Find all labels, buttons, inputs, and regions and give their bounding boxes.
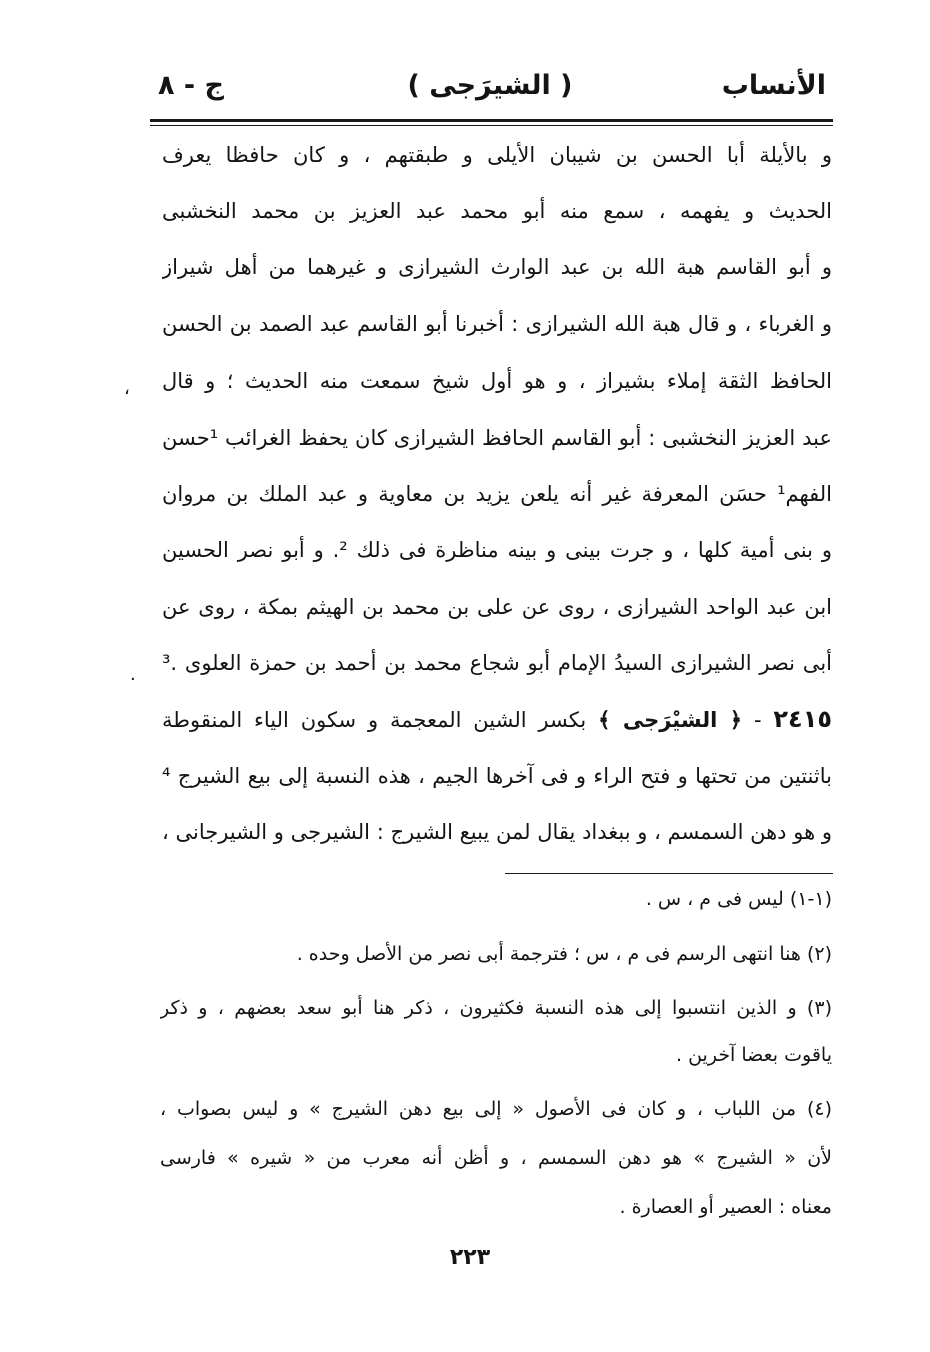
entry-dash: -: [753, 708, 762, 732]
body-line: أبى نصر الشيرازى السيدُ الإمام أبو شجاع محمد بن أحمد بن حمزة العلوى .³: [162, 651, 832, 675]
footnote-line: (٢) هنا انتهى الرسم فى م ، س ؛ فترجمة أبى نصر من الأصل وحده .: [296, 943, 832, 965]
entry-heading-line: [162, 704, 832, 734]
body-line: الحديث و يفهمه ، سمع منه أبو محمد عبد العزيز بن محمد النخشبى: [162, 199, 832, 223]
body-line: و الغرباء ، و قال هبة الله الشيرازى : أخبرنا أبو القاسم عبد الصمد بن الحسن: [162, 312, 832, 336]
margin-mark-comma: ،: [124, 378, 130, 399]
page-number: ٢٢٣: [449, 1245, 491, 1270]
footnote-line: (١-١) ليس فى م ، س .: [645, 888, 832, 910]
footnote-line: ياقوت بعضا آخرين .: [676, 1044, 832, 1066]
body-line: و بالأيلة أبا الحسن بن شيبان الأيلى و طبقتهم ، و كان حافظا يعرف: [162, 143, 832, 167]
entry-title: ﴿ الشيْرَجى ﴾: [598, 708, 743, 732]
volume-number: ج - ٨: [158, 70, 224, 101]
body-line: ابن عبد الواحد الشيرازى ، روى عن على بن محمد بن الهيثم بمكة ، روى عن: [162, 595, 832, 619]
book-title: الأنساب: [721, 70, 826, 101]
running-header: [150, 70, 830, 110]
entry-title-header: ( الشيرَجى ): [407, 70, 573, 101]
footnote-line: (٤) من اللباب ، و كان فى الأصول « إلى بيع دهن الشيرج » و ليس بصواب ،: [160, 1098, 832, 1120]
footnote-line: لأن « الشيرج » هو دهن السمسم ، و أظن أنه معرب من « شيره » فارسى: [160, 1147, 832, 1169]
body-line: الفهم¹ حسَن المعرفة غير أنه يلعن يزيد بن معاوية و عبد الملك بن مروان: [162, 482, 832, 506]
body-line: و أبو القاسم هبة الله بن عبد الوارث الشيرازى و غيرهما من أهل شيراز: [162, 255, 832, 279]
entry-line: و هو دهن السمسم ، و ببغداد يقال لمن يبيع الشيرج : الشيرجى و الشيرجانى ،: [162, 820, 832, 844]
entry-number: ٢٤١٥: [773, 705, 832, 733]
footnote-separator: [505, 873, 833, 874]
entry-line1-rest: بكسر الشين المعجمة و سكون الياء المنقوطة: [162, 708, 587, 732]
header-rule-thin: [150, 125, 833, 126]
body-line: عبد العزيز النخشبى : أبو القاسم الحافظ الشيرازى كان يحفظ الغرائب ¹حسن: [162, 426, 832, 450]
footnote-line: (٣) و الذين انتسبوا إلى هذه النسبة فكثيرون ، ذكر هنا أبو سعد بعضهم ، و ذكر: [160, 997, 832, 1019]
header-rule-thick: [150, 119, 833, 122]
footnote-line: معناه : العصير أو العصارة .: [619, 1196, 832, 1218]
entry-line: باثنتين من تحتها و فتح الراء و فى آخرها الجيم ، هذه النسبة إلى بيع الشيرج ⁴: [162, 764, 832, 788]
body-line: الحافظ الثقة إملاء بشيراز ، و هو أول شيخ سمعت منه الحديث ؛ و قال: [162, 369, 832, 393]
margin-mark-dot: .: [130, 664, 136, 685]
body-line: و بنى أمية كلها ، و جرت بينى و بينه مناظرة فى ذلك ². و أبو نصر الحسين: [162, 538, 832, 562]
